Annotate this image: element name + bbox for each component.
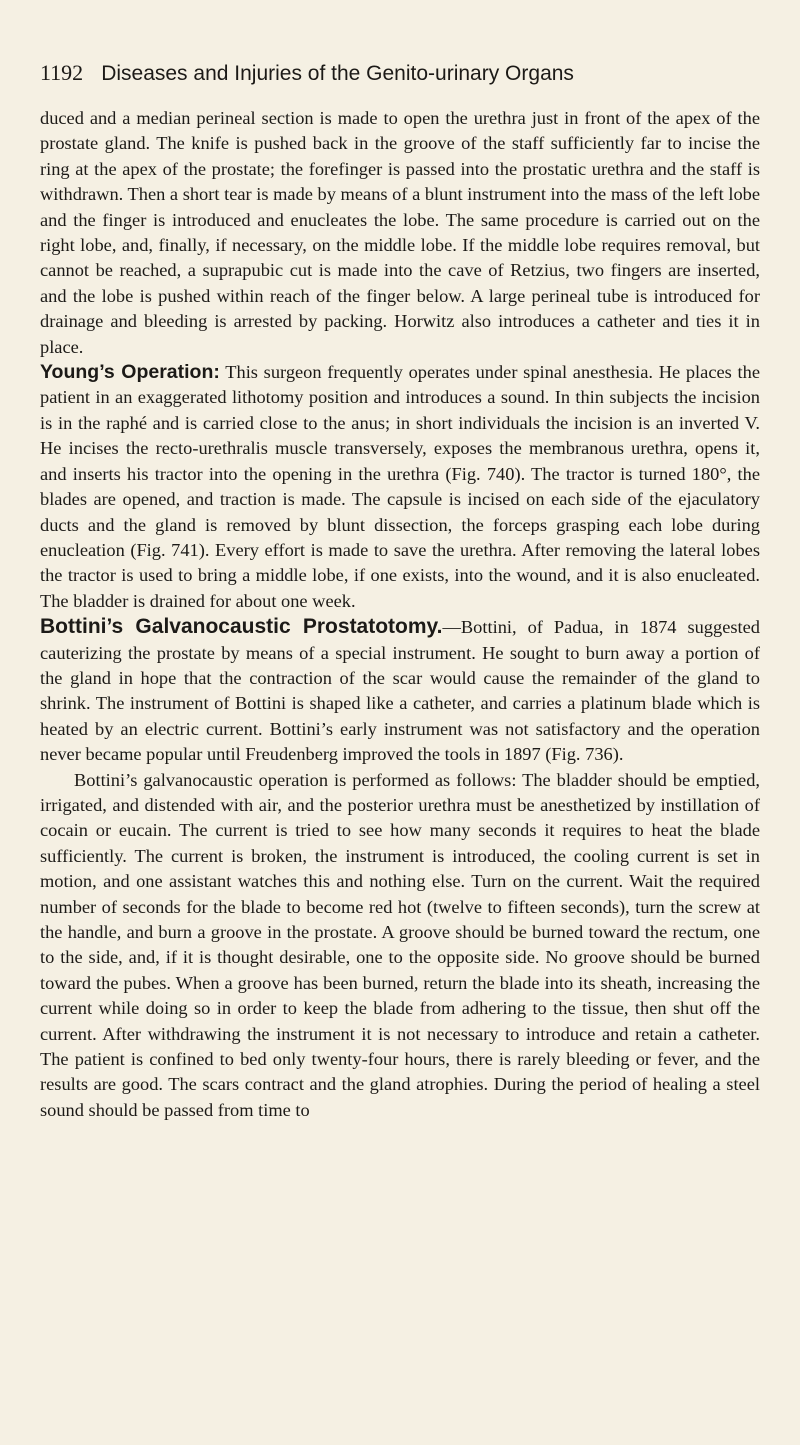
body-text (40, 106, 760, 1123)
running-head: Diseases and Injuries of the Genito-urinary Organs (101, 62, 574, 85)
young-operation-text: This surgeon frequently operates under spinal anesthesia. He places the patient in an exaggerated lithotomy position and introduces a sound. In thin subjects the incision is in the raphé and is carried close to the anus; in short individuals the incision is an inverted V. He incises the recto-urethralis muscle transversely, exposes the membranous urethra, opens it, and inserts his tractor into the opening in the urethra (Fig. 740). The tractor is turned 180°, the blades are opened, and traction is made. The capsule is incised on each side of the ejaculatory ducts and the gland is removed by blunt dissection, the forceps grasping each lobe during enucleation (Fig. 741). Every effort is made to save the urethra. After removing the lateral lobes the tractor is used to bring a middle lobe, if one exists, into the wound, and it is also enucleated. The bladder is drained for about one week. (40, 362, 760, 611)
paragraph-continued: duced and a median perineal section is made to open the urethra just in front of the apex of the prostate gland. The knife is pushed back in the groove of the staff sufficiently far to incise the ring at the apex of the prostate; the forefinger is passed into the prostatic urethra and the staff is withdrawn. Then a short tear is made by means of a blunt instrument into the mass of the left lobe and the finger is introduced and enucleates the lobe. The same procedure is carried out on the right lobe, and, finally, if necessary, on the middle lobe. If the middle lobe requires removal, but cannot be reached, a suprapubic cut is made into the cave of Retzius, two fingers are inserted, and the lobe is pushed within reach of the finger below. A large perineal tube is introduced for drainage and bleeding is arrested by packing. Horwitz also introduces a catheter and ties it in place. (40, 108, 760, 357)
bottini-text: —Bottini, of Padua, in 1874 suggested cauterizing the prostate by means of a special instrument. He sought to burn away a portion of the gland in hope that the contraction of the scar would cause the remainder of the gland to shrink. The instrument of Bottini is shaped like a catheter, and carries a platinum blade which is heated by an electric current. Bottini’s early instrument was not satisfactory and the operation never became popular until Freudenberg improved the tools in 1897 (Fig. 736). (40, 617, 760, 765)
section-heading-bottini: Bottini’s Galvanocaustic Prostatotomy. (40, 615, 443, 639)
page-header (40, 60, 760, 86)
section-heading-young: Young’s Operation: (40, 361, 220, 384)
paragraph-young-operation (40, 360, 760, 614)
paragraph-bottini (40, 614, 760, 767)
paragraph-bottini-procedure: Bottini’s galvanocaustic operation is performed as follows: The bladder should be emptied, irrigated, and distended with air, and the posterior urethra must be anesthetized by instillation of cocain or eucain. The current is tried to see how many seconds it requires to heat the blade sufficiently. The current is broken, the instrument is introduced, the cooling current is set in motion, and one assistant watches this and nothing else. Turn on the current. Wait the required number of seconds for the blade to become red hot (twelve to fifteen seconds), turn the screw at the handle, and burn a groove in the prostate. A groove should be burned toward the rectum, one to the side, and, if it is thought desirable, one to the opposite side. No groove should be burned toward the pubes. When a groove has been burned, return the blade into its sheath, increasing the current while doing so in order to keep the blade from adhering to the tissue, then shut off the current. After withdrawing the instrument it is not necessary to introduce and retain a catheter. The patient is confined to bed only twenty-four hours, there is rarely bleeding or fever, and the results are good. The scars contract and the gland atrophies. During the period of healing a steel sound should be passed from time to (40, 769, 760, 1120)
page-number: 1192 (40, 60, 84, 85)
